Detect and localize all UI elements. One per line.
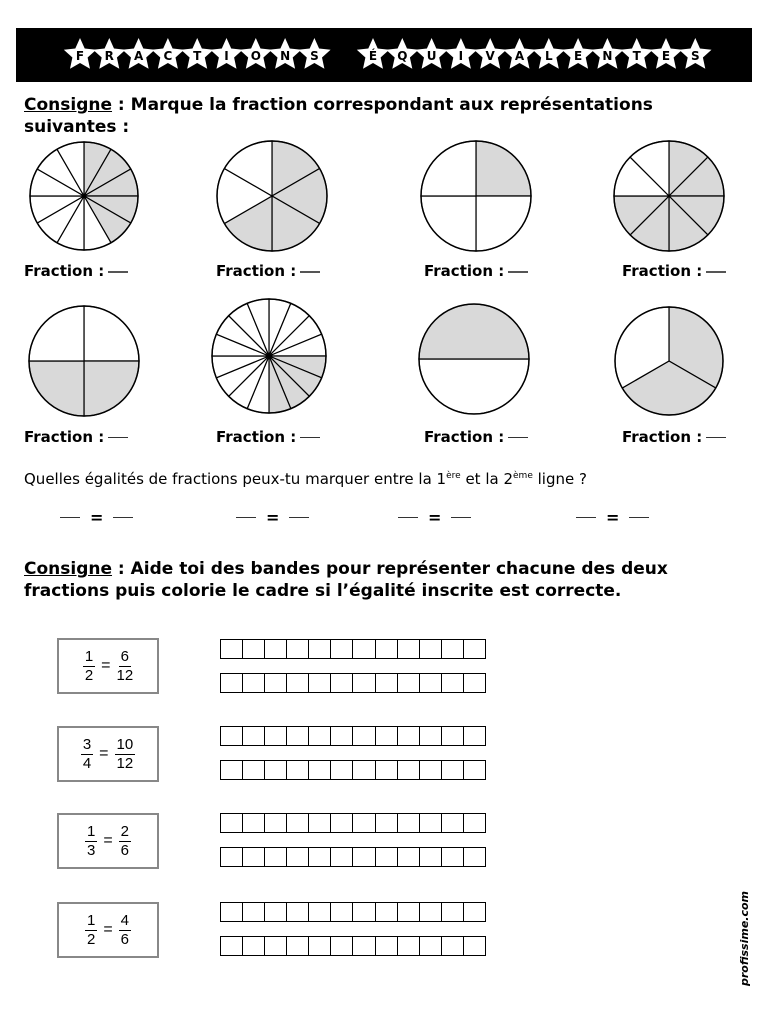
band-cell[interactable] — [464, 640, 485, 658]
band-cell[interactable] — [420, 814, 442, 832]
fraction-circle — [217, 141, 327, 251]
instruction-2-label: Consigne — [24, 559, 113, 579]
band-cell[interactable] — [331, 761, 353, 779]
banner-letter: É — [368, 49, 378, 63]
band-cell[interactable] — [221, 848, 243, 866]
band-cell[interactable] — [265, 674, 287, 692]
banner-letter: O — [250, 49, 261, 63]
circle-sector — [421, 141, 476, 196]
circle-sector — [29, 306, 84, 361]
banner-letter: A — [514, 49, 525, 63]
band-cell[interactable] — [376, 761, 398, 779]
band-cell[interactable] — [221, 674, 243, 692]
band-cell[interactable] — [464, 761, 485, 779]
fraction-label: Fraction : — [216, 262, 320, 280]
fraction-band[interactable] — [220, 847, 486, 867]
band-cell[interactable] — [353, 937, 375, 955]
circle-sector — [421, 196, 476, 251]
band-cell[interactable] — [265, 903, 287, 921]
fraction-circle — [614, 141, 724, 251]
band-cell[interactable] — [265, 814, 287, 832]
instruction-1-text: : Marque la fraction correspondant aux représentations suivantes : — [24, 95, 653, 137]
watermark: profissime.com — [738, 890, 751, 986]
band-cell[interactable] — [265, 848, 287, 866]
band-cell[interactable] — [265, 761, 287, 779]
band-cell[interactable] — [376, 640, 398, 658]
band-cell[interactable] — [265, 727, 287, 745]
banner-letter: I — [458, 49, 464, 63]
band-cell[interactable] — [398, 727, 420, 745]
equality-box[interactable]: $\frac{1}{2}$ = $\frac{4}{6}$ — [57, 902, 159, 958]
band-cell[interactable] — [353, 727, 375, 745]
fraction-circle — [615, 307, 723, 415]
band-cell[interactable] — [221, 640, 243, 658]
band-cell[interactable] — [353, 640, 375, 658]
circle-sector — [419, 359, 529, 414]
band-cell[interactable] — [398, 848, 420, 866]
equality-box[interactable]: $\frac{1}{3}$ = $\frac{2}{6}$ — [57, 813, 159, 869]
band-cell[interactable] — [221, 903, 243, 921]
equality-box[interactable]: $\frac{3}{4}$ = $\frac{10}{12}$ — [57, 726, 159, 782]
band-cell[interactable] — [376, 727, 398, 745]
banner-letter: R — [104, 49, 114, 63]
band-cell[interactable] — [464, 848, 485, 866]
band-cell[interactable] — [309, 727, 331, 745]
band-cell[interactable] — [420, 727, 442, 745]
band-cell[interactable] — [420, 640, 442, 658]
banner-letter: N — [280, 49, 291, 63]
circle-sector — [419, 304, 529, 359]
band-cell[interactable] — [243, 727, 265, 745]
fraction-label: Fraction : — [216, 428, 320, 446]
fraction-label: Fraction : — [622, 428, 726, 446]
fraction-band[interactable] — [220, 902, 486, 922]
band-cell[interactable] — [331, 640, 353, 658]
band-cell[interactable] — [243, 640, 265, 658]
band-cell[interactable] — [287, 674, 309, 692]
band-cell[interactable] — [464, 674, 485, 692]
band-cell[interactable] — [243, 814, 265, 832]
banner-letter: C — [163, 49, 173, 63]
band-cell[interactable] — [464, 814, 485, 832]
band-cell[interactable] — [420, 674, 442, 692]
band-cell[interactable] — [442, 903, 464, 921]
band-cell[interactable] — [464, 727, 485, 745]
equality-slot[interactable]: = — [576, 508, 649, 527]
answer-line[interactable] — [508, 437, 528, 438]
band-cell[interactable] — [265, 937, 287, 955]
answer-line[interactable] — [300, 437, 320, 438]
band-cell[interactable] — [331, 814, 353, 832]
band-cell[interactable] — [376, 937, 398, 955]
band-cell[interactable] — [376, 903, 398, 921]
band-cell[interactable] — [287, 814, 309, 832]
banner-letter: U — [426, 49, 437, 63]
band-cell[interactable] — [221, 727, 243, 745]
band-cell[interactable] — [420, 848, 442, 866]
band-cell[interactable] — [442, 814, 464, 832]
answer-line[interactable] — [300, 271, 320, 273]
fraction-band[interactable] — [220, 813, 486, 833]
band-cell[interactable] — [353, 814, 375, 832]
band-cell[interactable] — [243, 848, 265, 866]
band-cell[interactable] — [331, 848, 353, 866]
band-cell[interactable] — [287, 727, 309, 745]
band-cell[interactable] — [398, 761, 420, 779]
band-cell[interactable] — [442, 937, 464, 955]
band-cell[interactable] — [420, 903, 442, 921]
banner-letter: S — [690, 49, 700, 63]
band-cell[interactable] — [442, 727, 464, 745]
fraction-band[interactable] — [220, 639, 486, 659]
circle-sector — [84, 306, 139, 361]
banner-letter: T — [632, 49, 641, 63]
band-cell[interactable] — [331, 727, 353, 745]
band-cell[interactable] — [309, 674, 331, 692]
fraction-circle — [419, 304, 529, 414]
band-cell[interactable] — [243, 937, 265, 955]
banner-letter: L — [544, 49, 553, 63]
band-cell[interactable] — [287, 903, 309, 921]
band-cell[interactable] — [420, 761, 442, 779]
banner-letter: E — [573, 49, 583, 63]
answer-line[interactable] — [706, 437, 726, 438]
fraction-band[interactable] — [220, 760, 486, 780]
equality-slot[interactable]: = — [60, 508, 133, 527]
band-cell[interactable] — [287, 761, 309, 779]
band-cell[interactable] — [221, 761, 243, 779]
fraction-band[interactable] — [220, 936, 486, 956]
band-cell[interactable] — [398, 903, 420, 921]
fraction-label: Fraction : — [24, 262, 128, 280]
equality-box[interactable]: $\frac{1}{2}$ = $\frac{6}{12}$ — [57, 638, 159, 694]
band-cell[interactable] — [376, 674, 398, 692]
band-cell[interactable] — [309, 903, 331, 921]
question-text: Quelles égalités de fractions peux-tu marquer entre la 1ère et la 2ème ligne ? — [24, 470, 587, 488]
fraction-label: Fraction : — [622, 262, 726, 280]
band-cell[interactable] — [287, 640, 309, 658]
banner-letter: N — [602, 49, 613, 63]
band-cell[interactable] — [398, 674, 420, 692]
band-cell[interactable] — [442, 848, 464, 866]
fraction-circles — [0, 0, 768, 430]
banner-letter: Q — [397, 49, 408, 63]
band-cell[interactable] — [221, 937, 243, 955]
banner-letter: F — [75, 49, 85, 63]
banner-letter: S — [310, 49, 319, 63]
band-cell[interactable] — [442, 761, 464, 779]
answer-line[interactable] — [508, 271, 528, 273]
band-cell[interactable] — [398, 640, 420, 658]
fraction-label: Fraction : — [424, 428, 528, 446]
band-cell[interactable] — [376, 848, 398, 866]
instruction-1-label: Consigne — [24, 95, 113, 115]
fraction-circle — [29, 306, 139, 416]
instruction-2-text: : Aide toi des bandes pour représenter chacune des deux fractions puis colorie le cadre si l’égalité inscrite est correcte. — [24, 559, 668, 601]
circle-sector — [84, 361, 139, 416]
banner-letter: V — [485, 49, 495, 63]
banner-letter: A — [133, 49, 144, 63]
band-cell[interactable] — [309, 761, 331, 779]
banner-letter: T — [193, 49, 202, 63]
equality-slot[interactable]: = — [236, 508, 309, 527]
circle-sector — [476, 196, 531, 251]
band-cell[interactable] — [309, 937, 331, 955]
equality-slot[interactable]: = — [398, 508, 471, 527]
band-cell[interactable] — [398, 814, 420, 832]
band-cell[interactable] — [464, 903, 485, 921]
banner-letter: E — [661, 49, 671, 63]
band-cell[interactable] — [398, 937, 420, 955]
fraction-circle — [30, 142, 138, 250]
band-cell[interactable] — [442, 640, 464, 658]
banner-letter: I — [224, 49, 229, 63]
fraction-label: Fraction : — [24, 428, 128, 446]
band-cell[interactable] — [353, 903, 375, 921]
answer-line[interactable] — [108, 271, 128, 273]
band-cell[interactable] — [221, 814, 243, 832]
fraction-band[interactable] — [220, 673, 486, 693]
band-cell[interactable] — [353, 761, 375, 779]
answer-line[interactable] — [108, 437, 128, 438]
band-cell[interactable] — [243, 761, 265, 779]
band-cell[interactable] — [353, 848, 375, 866]
band-cell[interactable] — [376, 814, 398, 832]
fraction-label: Fraction : — [424, 262, 528, 280]
band-cell[interactable] — [442, 674, 464, 692]
band-cell[interactable] — [420, 937, 442, 955]
band-cell[interactable] — [331, 903, 353, 921]
instruction-2 — [24, 558, 724, 602]
answer-line[interactable] — [706, 271, 726, 273]
circle-sector — [29, 361, 84, 416]
band-cell[interactable] — [309, 640, 331, 658]
band-cell[interactable] — [464, 937, 485, 955]
band-cell[interactable] — [287, 937, 309, 955]
band-cell[interactable] — [331, 937, 353, 955]
fraction-circle — [212, 299, 326, 413]
band-cell[interactable] — [265, 640, 287, 658]
band-cell[interactable] — [287, 848, 309, 866]
band-cell[interactable] — [309, 848, 331, 866]
band-cell[interactable] — [243, 674, 265, 692]
band-cell[interactable] — [353, 674, 375, 692]
band-cell[interactable] — [331, 674, 353, 692]
band-cell[interactable] — [243, 903, 265, 921]
fraction-band[interactable] — [220, 726, 486, 746]
circle-sector — [476, 141, 531, 196]
fraction-circle — [421, 141, 531, 251]
band-cell[interactable] — [309, 814, 331, 832]
